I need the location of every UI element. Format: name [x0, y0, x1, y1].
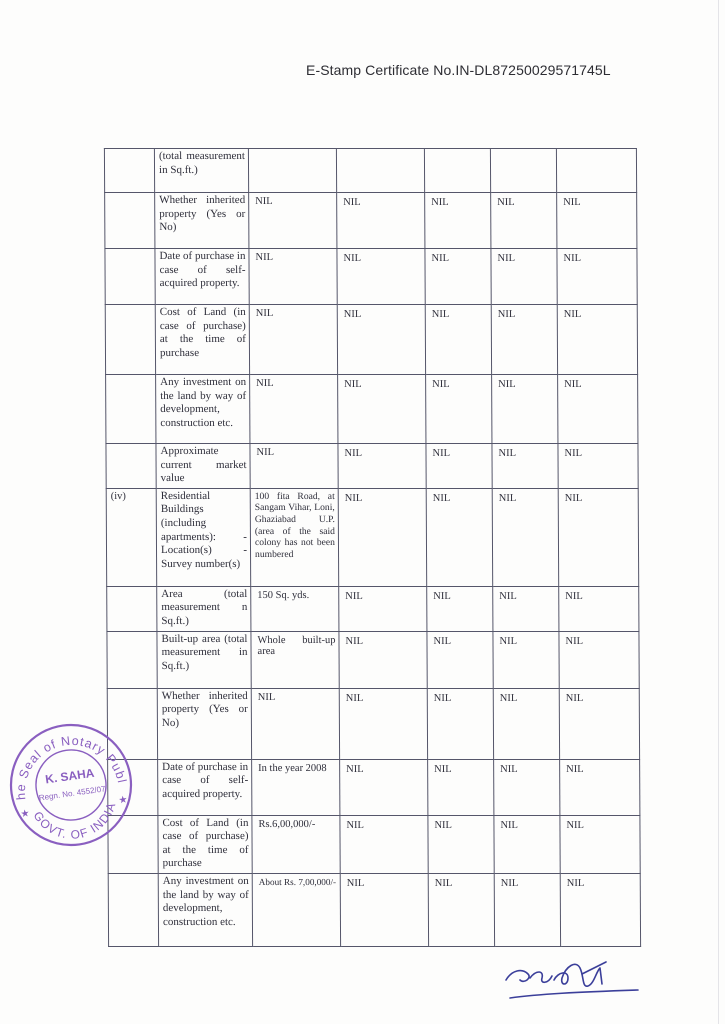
signature-scribble	[498, 948, 648, 1012]
value-cell-3: NIL	[426, 375, 492, 444]
value-cell-4: NIL	[494, 815, 560, 873]
value-cell-1: Rs.6,00,000/-	[252, 815, 340, 873]
value-cell-2: NIL	[338, 488, 427, 586]
item-description-cell: Date of purchase in case of self-acquired property.	[158, 759, 252, 815]
seal-star-left: ★	[19, 808, 31, 821]
value-cell-2: NIL	[339, 586, 427, 631]
value-cell-3: NIL	[425, 305, 491, 375]
value-cell-4: NIL	[493, 586, 559, 631]
item-description-cell: Any investment on the land by way of development, construction etc.	[158, 873, 252, 946]
value-cell-5: NIL	[558, 444, 638, 489]
serial-cell	[107, 631, 157, 688]
value-cell-2	[336, 149, 424, 193]
value-cell-4: NIL	[492, 444, 558, 489]
notary-seal-stamp	[6, 718, 136, 852]
value-cell-5	[556, 149, 636, 193]
value-cell-5: NIL	[560, 759, 640, 815]
value-cell-4: NIL	[494, 873, 560, 946]
value-cell-4: NIL	[493, 631, 559, 688]
item-description-cell: Whether inherited property (Yes or No)	[157, 688, 251, 759]
value-cell-1: In the year 2008	[252, 759, 340, 815]
item-description-cell: Date of purchase in case of self-acquired property.	[155, 249, 249, 305]
value-cell-3: NIL	[428, 759, 494, 815]
item-description-cell: Residential Buildings (including apartments): -Location(s) -Survey number(s)	[156, 488, 251, 586]
table-row	[107, 586, 639, 631]
item-description-cell: (total measurement in Sq.ft.)	[154, 149, 248, 193]
value-cell-1: Whole built-up area	[251, 631, 339, 688]
item-description-cell: Built-up area (total measurement in Sq.ft.)	[157, 631, 251, 688]
value-cell-5: NIL	[557, 305, 637, 375]
value-cell-4: NIL	[491, 249, 557, 305]
value-cell-3: NIL	[427, 688, 493, 759]
value-cell-5: NIL	[557, 249, 637, 305]
value-cell-5: NIL	[560, 815, 640, 873]
seal-bottom-text: GOVT. OF INDIA	[30, 800, 119, 842]
value-cell-4: NIL	[491, 193, 557, 249]
value-cell-3: NIL	[428, 815, 494, 873]
value-cell-5: NIL	[560, 873, 640, 946]
value-cell-2: NIL	[337, 193, 425, 249]
value-cell-4: NIL	[491, 305, 557, 375]
value-cell-4: NIL	[494, 759, 560, 815]
value-cell-2: NIL	[340, 873, 428, 946]
value-cell-1: NIL	[249, 193, 337, 249]
value-cell-2: NIL	[340, 815, 428, 873]
table-row	[107, 631, 639, 688]
value-cell-2: NIL	[339, 631, 427, 688]
value-cell-1: NIL	[249, 305, 337, 375]
value-cell-1: NIL	[251, 688, 339, 759]
serial-cell	[108, 873, 158, 946]
table-row	[108, 759, 640, 815]
value-cell-1: NIL	[250, 444, 338, 489]
value-cell-2: NIL	[340, 759, 428, 815]
table-row	[107, 688, 639, 759]
value-cell-3: NIL	[425, 249, 491, 305]
table-row	[108, 815, 640, 873]
serial-cell	[104, 149, 154, 193]
seal-regn: Regn. No. 4552/07	[38, 784, 107, 803]
table-row	[106, 488, 639, 586]
page-edge	[718, 0, 719, 1024]
value-cell-3: NIL	[427, 631, 493, 688]
value-cell-5: NIL	[559, 586, 639, 631]
value-cell-4: NIL	[492, 375, 558, 444]
value-cell-1	[248, 149, 336, 193]
estamp-certificate-number: E-Stamp Certificate No.IN-DL87250029571745L	[306, 62, 611, 78]
value-cell-3: NIL	[425, 193, 491, 249]
item-description-cell: Area (total measurement n Sq.ft.)	[157, 586, 251, 631]
table-row	[105, 193, 637, 249]
value-cell-4: NIL	[492, 488, 559, 586]
value-cell-3: NIL	[426, 444, 492, 489]
value-cell-5: NIL	[557, 193, 637, 249]
value-cell-2: NIL	[338, 444, 426, 489]
value-cell-3: NIL	[426, 488, 493, 586]
value-cell-5: NIL	[558, 375, 638, 444]
serial-cell	[105, 305, 155, 375]
table-row	[108, 873, 640, 946]
serial-cell	[105, 193, 155, 249]
value-cell-1: NIL	[250, 375, 338, 444]
value-cell-3: NIL	[428, 873, 494, 946]
value-cell-4	[490, 149, 556, 193]
value-cell-5: NIL	[559, 688, 639, 759]
table-row	[106, 375, 638, 444]
item-description-cell: Any investment on the land by way of development, construction etc.	[156, 375, 250, 444]
table-row	[106, 444, 638, 489]
value-cell-5: NIL	[558, 488, 639, 586]
seal-star-right: ★	[117, 794, 129, 807]
serial-cell	[106, 375, 156, 444]
value-cell-3: NIL	[427, 586, 493, 631]
value-cell-3	[424, 149, 490, 193]
table-row	[104, 149, 636, 193]
asset-details-table	[104, 148, 641, 947]
serial-cell: (iv)	[106, 488, 157, 586]
value-cell-2: NIL	[337, 305, 425, 375]
item-description-cell: Cost of Land (in case of purchase) at the time of purchase	[155, 305, 249, 375]
table-row	[105, 249, 637, 305]
value-cell-2: NIL	[338, 375, 426, 444]
seal-ring-text: The Seal of Notary Public	[13, 733, 130, 801]
value-cell-4: NIL	[493, 688, 559, 759]
item-description-cell: Cost of Land (in case of purchase) at the time of purchase	[158, 815, 252, 873]
seal-name: K. SAHA	[44, 765, 96, 787]
svg-text:GOVT. OF INDIA	[30, 798, 123, 847]
value-cell-1: 150 Sq. yds.	[251, 586, 339, 631]
value-cell-1: About Rs. 7,00,000/-	[252, 873, 340, 946]
value-cell-1: NIL	[249, 249, 337, 305]
value-cell-2: NIL	[339, 688, 427, 759]
value-cell-2: NIL	[337, 249, 425, 305]
serial-cell	[107, 586, 157, 631]
table-row	[105, 305, 637, 375]
value-cell-5: NIL	[559, 631, 639, 688]
serial-cell	[105, 249, 155, 305]
item-description-cell: Approximate current market value	[156, 444, 250, 489]
value-cell-1: 100 fita Road, at Sangam Vihar, Loni, Ghaziabad U.P. (area of the said colony has not been numbered	[250, 488, 339, 586]
serial-cell	[106, 444, 156, 489]
item-description-cell: Whether inherited property (Yes or No)	[155, 193, 249, 249]
